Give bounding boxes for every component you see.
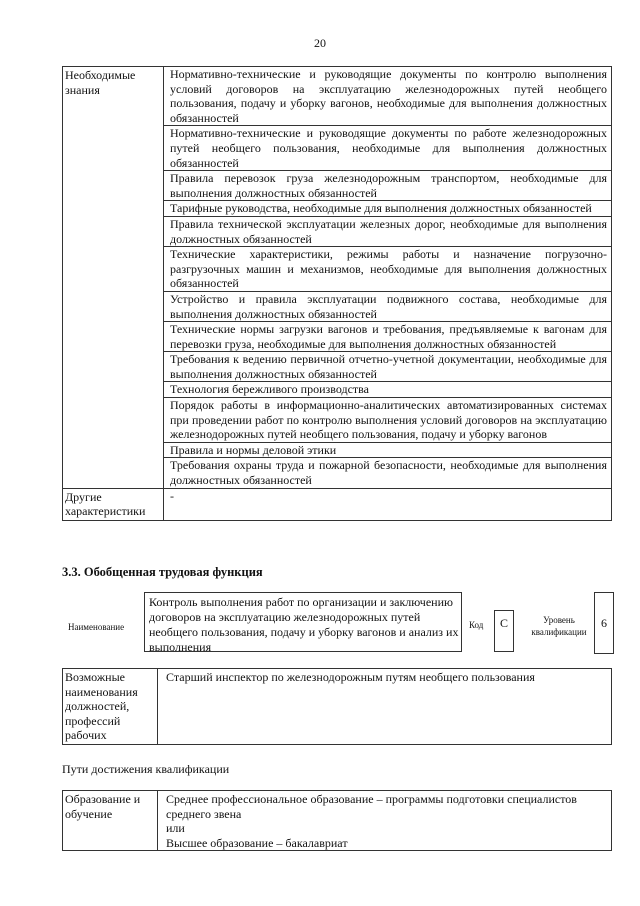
knowledge-item: Нормативно-технические и руководящие документы по работе железнодорожных путей необщего пользования, необходимые для выполнения должностных обязанностей [164,126,612,171]
positions-table [62,668,612,745]
other-characteristics-value: - [164,488,612,520]
level-value: 6 [594,592,614,654]
code-label: Код [469,620,484,630]
positions-value: Старший инспектор по железнодорожным путям необщего пользования [158,669,612,745]
other-characteristics-label: Другие характеристики [63,488,164,520]
page-number: 20 [314,36,326,50]
education-line: или [166,821,185,836]
code-value: C [494,610,514,652]
knowledge-table [62,66,612,521]
positions-label: Возможные наименования должностей, профессий рабочих [63,669,158,745]
knowledge-item: Требования охраны труда и пожарной безопасности, необходимые для выполнения должностных обязанностей [164,458,612,488]
knowledge-item: Порядок работы в информационно-аналитических автоматизированных системах при проведении работ по контролю выполнения условий договоров на эксплуатацию железнодорожных путей необщего пользования, подачу и уборку вагонов [164,398,612,443]
knowledge-item: Технические характеристики, режимы работы и назначение погрузочно-разгрузочных машин и механизмов, необходимые для выполнения должностных обязанностей [164,247,612,292]
paths-title: Пути достижения квалификации [62,762,230,776]
education-value [158,791,612,851]
knowledge-item: Требования к ведению первичной отчетно-учетной документации, необходимые для выполнения должностных обязанностей [164,352,612,382]
knowledge-item: Технические нормы загрузки вагонов и требования, предъявляемые к вагонам для перевозки груза, необходимые для выполнения должностных обязанностей [164,322,612,352]
name-label: Наименование [68,622,125,632]
function-name: Контроль выполнения работ по организации и заключению договоров на эксплуатацию железнодорожных путей необщего пользования, подачу и уборку вагонов и анализ их выполнения [144,592,462,652]
knowledge-item: Технология бережливого производства [164,382,612,398]
education-label: Образование и обучение [63,791,158,851]
knowledge-item: Правила технической эксплуатации железных дорог, необходимые для выполнения должностных обязанностей [164,216,612,246]
education-line: Высшее образование – бакалавриат [166,835,348,850]
education-line: Среднее профессиональное образование – программы подготовки специалистов среднего звена [166,792,577,821]
education-table [62,790,612,851]
section-title: 3.3. Обобщенная трудовая функция [62,565,263,579]
knowledge-item: Правила и нормы деловой этики [164,442,612,458]
knowledge-item: Нормативно-технические и руководящие документы по контролю выполнения условий договоров на эксплуатацию железнодорожных путей необщего пользования, подачу и уборку вагонов, необходимые для выполнения должностных обязанностей [164,67,612,126]
level-label: Уровень квалификации [531,615,587,637]
knowledge-label: Необходимые знания [63,67,164,489]
knowledge-item: Устройство и правила эксплуатации подвижного состава, необходимые для выполнения должностных обязанностей [164,291,612,321]
generalized-function-block [62,592,612,654]
knowledge-item: Правила перевозок груза железнодорожным транспортом, необходимые для выполнения должностных обязанностей [164,171,612,201]
knowledge-item: Тарифные руководства, необходимые для выполнения должностных обязанностей [164,201,612,217]
